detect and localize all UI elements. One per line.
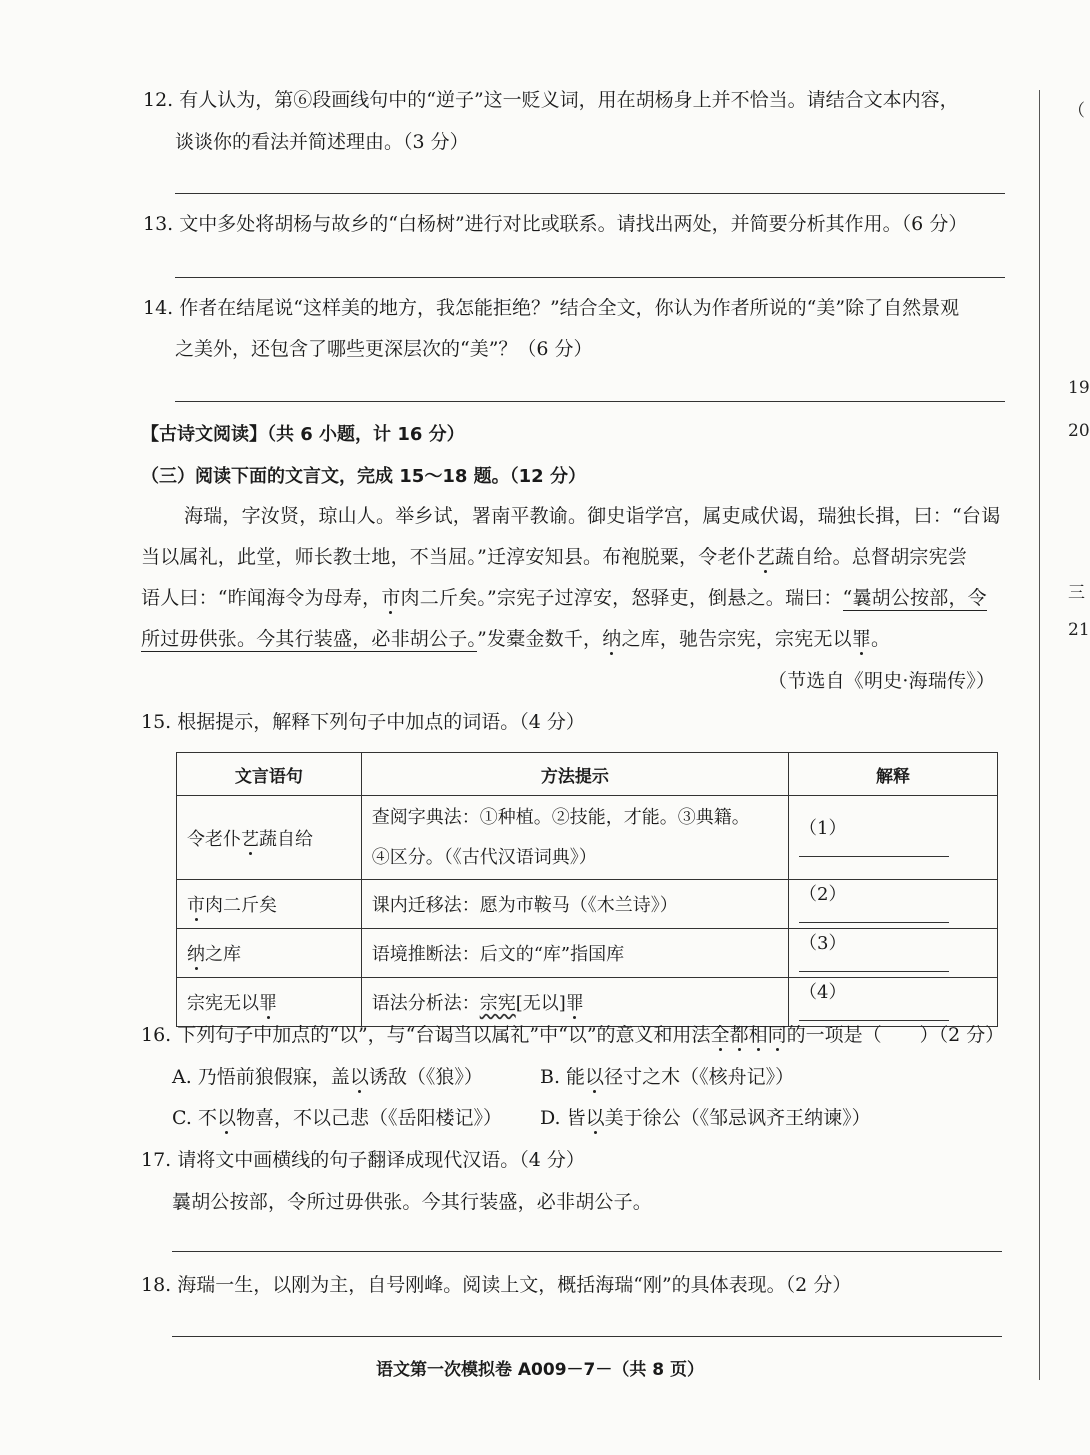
dotted-char: 纳 [602,628,622,650]
table-cell-answer[interactable]: （4） [789,978,998,1027]
table-row [177,929,998,978]
table-header: 方法提示 [361,753,788,796]
table-row [177,796,998,880]
q16-option-c[interactable]: C. 不以物喜，不以己悲（《岳阳楼记》） [172,1107,502,1129]
edge-fragment: 20 [1068,421,1090,441]
table-cell-hint: 语境推断法：后文的“库”指国库 [361,929,788,978]
passage-line-3: 语人曰：“昨闻海令为母寿，市肉二斤矣。”宗宪子过淳安，怒驿吏，倒悬之。瑞曰：“曩胡公按部，令 [141,587,987,609]
passage-line-1: 海瑞，字汝贤，琼山人。举乡试，署南平教谕。御史诣学宫，属吏咸伏谒，瑞独长揖，曰：“台谒 [184,505,1001,527]
q16-option-d[interactable]: D. 皆以美于徐公（《邹忌讽齐王纳谏》） [540,1107,871,1129]
part3-heading: （三）阅读下面的文言文，完成 15～18 题。（12 分） [141,466,586,487]
q14-line1: 14. 作者在结尾说“这样美的地方，我怎能拒绝？”结合全文，你认为作者所说的“美”除了自然景观 [143,297,960,319]
q16-stem: 16. 下列句子中加点的“以”，与“台谒当以属礼”中“以”的意义和用法全都相同的一项是（ ）（2 分） [141,1024,1005,1046]
underlined-sentence: 所过毋供张。今其行装盛，必非胡公子。 [141,628,478,650]
q15-stem: 15. 根据提示，解释下列句子中加点的词语。（4 分） [141,711,585,733]
edge-fragment: 三 [1068,583,1085,603]
passage-source: （节选自《明史·海瑞传》） [768,670,996,692]
q17-sentence: 曩胡公按部，令所过毋供张。今其行装盛，必非胡公子。 [172,1191,653,1213]
table-cell-sentence: 市肉二斤矣 [177,880,362,929]
answer-line-q17[interactable] [172,1251,1002,1252]
q14-line2: 之美外，还包含了哪些更深层次的“美”？（6 分） [175,338,593,360]
answer-line-q18[interactable] [172,1336,1002,1337]
table-row [177,880,998,929]
page-edge-divider [1039,90,1040,1380]
table-cell-answer[interactable]: （3） [789,929,998,978]
table-cell-sentence: 纳之库 [177,929,362,978]
page-footer: 语文第一次模拟卷 A009－7－（共 8 页） [375,1360,705,1380]
table-header: 文言语句 [177,753,362,796]
q16-option-a[interactable]: A. 乃悟前狼假寐，盖以诱敌（《狼》） [172,1066,483,1088]
underlined-sentence: “曩胡公按部，令 [842,587,987,609]
q17-stem: 17. 请将文中画横线的句子翻译成现代汉语。（4 分） [141,1149,585,1171]
table-cell-sentence: 宗宪无以罪 [177,978,362,1027]
table-cell-hint: 查阅字典法：①种植。②技能，才能。③典籍。 ④区分。（《古代汉语词典》） [361,796,788,880]
table-cell-hint: 课内迁移法：愿为市鞍马（《木兰诗》） [361,880,788,929]
table-cell-answer[interactable]: （2） [789,880,998,929]
q12-line1: 12. 有人认为，第⑥段画线句中的“逆子”这一贬义词，用在胡杨身上并不恰当。请结合文本内容， [143,89,959,111]
dotted-char: 同 [767,1024,787,1046]
edge-fragment: 21 [1068,620,1090,640]
answer-line-q13[interactable] [175,277,1005,278]
dotted-char: 艺 [755,546,776,568]
q16-option-b[interactable]: B. 能以径寸之木（《核舟记》） [540,1066,795,1088]
passage-line-4: 所过毋供张。今其行装盛，必非胡公子。”发橐金数千，纳之库，驰告宗宪，宗宪无以罪。 [141,628,891,650]
answer-line-q14[interactable] [175,401,1005,402]
edge-fragment: （ [1068,101,1085,121]
dotted-char: 全 [710,1024,730,1046]
q12-line2: 谈谈你的看法并简述理由。（3 分） [175,131,469,153]
section-title: 【古诗文阅读】（共 6 小题，计 16 分） [141,424,465,445]
answer-line-q12[interactable] [175,193,1005,194]
table-cell-sentence: 令老仆艺蔬自给 [177,796,362,880]
dotted-char: 市 [381,587,401,609]
q15-table [176,752,998,1027]
emphasized-words [711,1024,787,1046]
table-cell-hint: 语法分析法：宗宪[无以]罪 [361,978,788,1027]
dotted-char: 相 [748,1024,768,1046]
edge-fragment: 19 [1068,378,1090,398]
dotted-char: 都 [729,1024,749,1046]
passage-line-2: 当以属礼，此堂，师长教士地，不当屈。”迁淳安知县。布袍脱粟，令老仆艺蔬自给。总督胡宗宪尝 [141,546,968,568]
table-header: 解释 [789,753,998,796]
dotted-char: 罪 [851,628,872,650]
q13-line1: 13. 文中多处将胡杨与故乡的“白杨树”进行对比或联系。请找出两处，并简要分析其作用。（6 分） [143,213,968,235]
table-cell-answer[interactable]: （1） [789,796,998,880]
q18-stem: 18. 海瑞一生，以刚为主，自号刚峰。阅读上文，概括海瑞“刚”的具体表现。（2 分） [141,1274,852,1296]
